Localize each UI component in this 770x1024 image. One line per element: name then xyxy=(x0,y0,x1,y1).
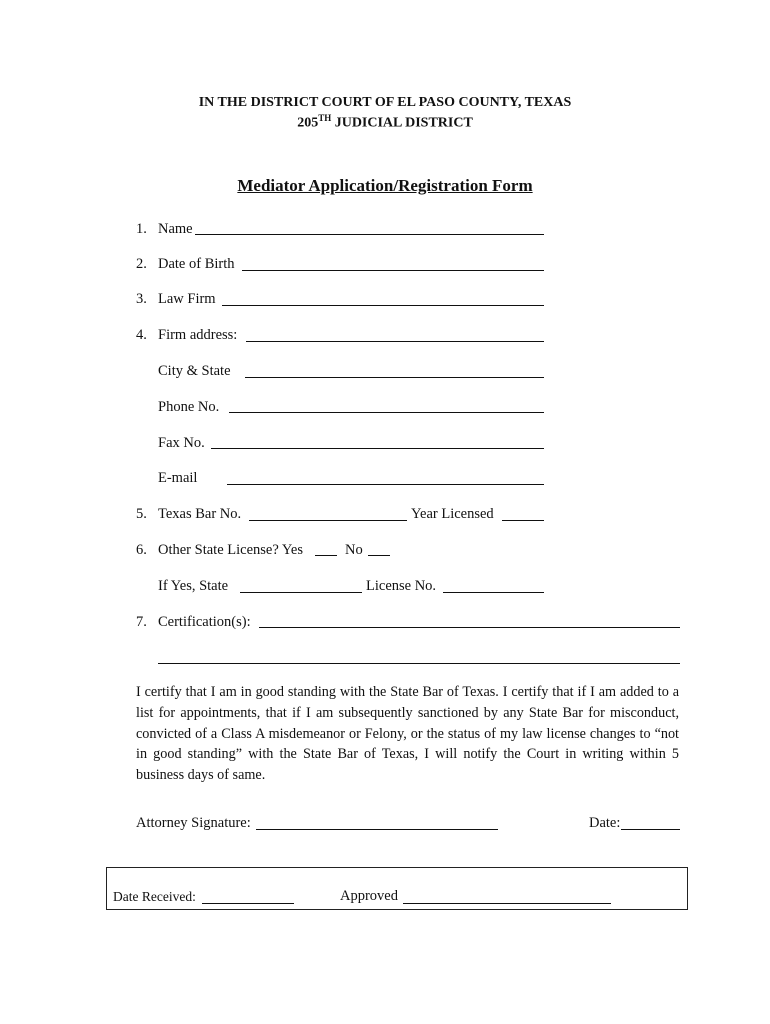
other-state-label: Other State License? Yes xyxy=(158,542,303,558)
field-number-6: 6. xyxy=(136,542,147,558)
date-label: Date: xyxy=(589,815,621,831)
certifications-field[interactable] xyxy=(259,627,680,628)
court-heading: IN THE DISTRICT COURT OF EL PASO COUNTY, TEXAS xyxy=(198,95,572,110)
certification-statement: I certify that I am in good standing with the State Bar of Texas. I certify that if I am added to a list for appointments, that if I am subsequently sanctioned by any State Bar for misconduct, convicted of a Class A misdemeanor or Felony, or the status of my law license changes to “not in good standing” with the State Bar of Texas, I will notify the Court in writing within 5 business days of same. xyxy=(136,684,679,784)
city-state-label: City & State xyxy=(158,363,231,379)
city-state-field[interactable] xyxy=(245,377,544,378)
form-title: Mediator Application/Registration Form xyxy=(237,176,533,195)
phone-label: Phone No. xyxy=(158,399,220,415)
certifications-field-line-2[interactable] xyxy=(158,663,680,664)
dob-field[interactable] xyxy=(242,270,544,271)
bar-no-field[interactable] xyxy=(249,520,407,521)
date-field[interactable] xyxy=(621,829,680,830)
field-number-7: 7. xyxy=(136,614,147,630)
firm-address-field[interactable] xyxy=(246,341,544,342)
district-heading xyxy=(0,113,770,132)
approved-label: Approved xyxy=(340,888,398,904)
field-number-2: 2. xyxy=(136,256,147,272)
name-label: Name xyxy=(158,221,193,237)
other-state-yes-field[interactable] xyxy=(315,555,337,556)
district-number: 205 xyxy=(297,115,319,131)
license-no-field[interactable] xyxy=(443,592,544,593)
field-number-4: 4. xyxy=(136,327,147,343)
district-ordinal: TH xyxy=(318,113,332,123)
certifications-label: Certification(s): xyxy=(158,614,251,630)
email-field[interactable] xyxy=(227,484,544,485)
other-state-no-field[interactable] xyxy=(368,555,390,556)
fax-field[interactable] xyxy=(211,448,544,449)
law-firm-label: Law Firm xyxy=(158,291,216,307)
fax-label: Fax No. xyxy=(158,435,205,451)
phone-field[interactable] xyxy=(229,412,544,413)
dob-label: Date of Birth xyxy=(158,256,235,272)
field-number-1: 1. xyxy=(136,221,147,237)
approved-field[interactable] xyxy=(403,903,611,904)
firm-address-label: Firm address: xyxy=(158,327,238,343)
if-yes-state-field[interactable] xyxy=(240,592,362,593)
field-number-5: 5. xyxy=(136,506,147,522)
year-licensed-field[interactable] xyxy=(502,520,544,521)
bar-no-label: Texas Bar No. xyxy=(158,506,242,522)
email-label: E-mail xyxy=(158,470,198,486)
other-state-no-label: No xyxy=(345,542,363,558)
if-yes-state-label: If Yes, State xyxy=(158,578,229,594)
date-received-label: Date Received: xyxy=(113,889,196,904)
year-licensed-label: Year Licensed xyxy=(411,506,494,522)
date-received-field[interactable] xyxy=(202,903,294,904)
attorney-signature-field[interactable] xyxy=(256,829,498,830)
license-no-label: License No. xyxy=(366,578,437,594)
attorney-signature-label: Attorney Signature: xyxy=(136,815,251,831)
field-number-3: 3. xyxy=(136,291,147,307)
district-label: JUDICIAL DISTRICT xyxy=(331,115,473,131)
name-field[interactable] xyxy=(195,234,544,235)
law-firm-field[interactable] xyxy=(222,305,544,306)
